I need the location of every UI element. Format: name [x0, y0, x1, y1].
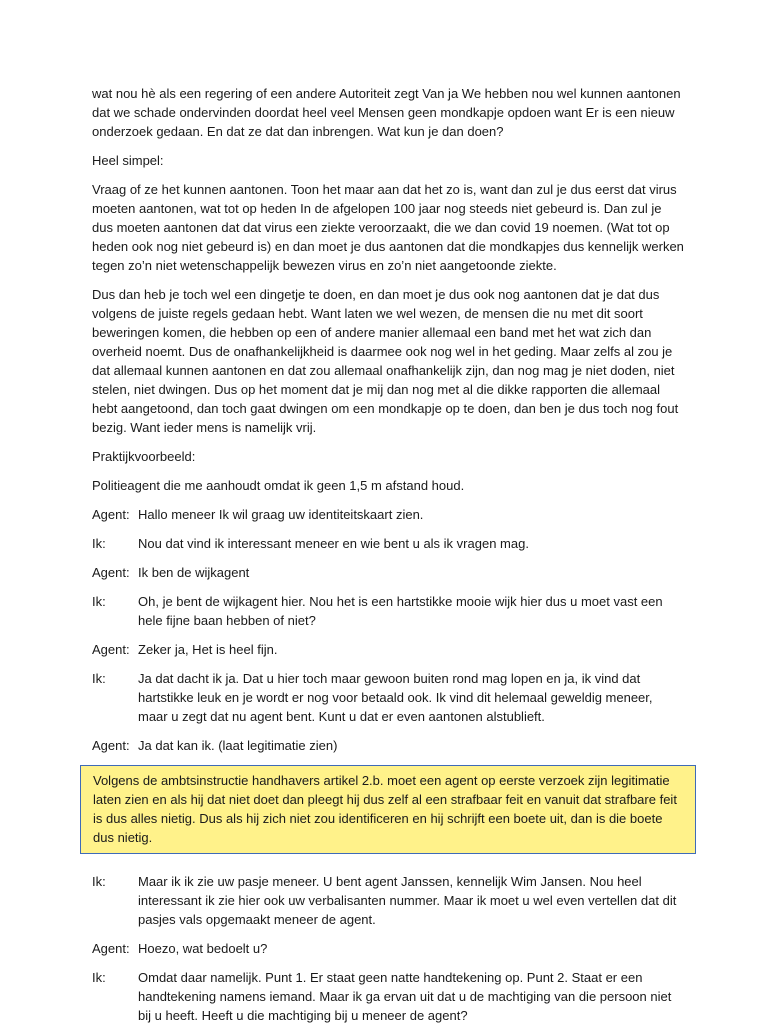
dialog-line: [92, 669, 684, 726]
dialog-part-2: [92, 872, 684, 1025]
heading-simple: Heel simpel:: [92, 153, 164, 168]
paragraph-proof: Vraag of ze het kunnen aantonen. Toon het maar aan dat het zo is, want dan zul je dus eerst dat virus moeten aantonen, wat tot op heden In de afgelopen 100 jaar nog steeds niet gebeurd is. Dan zul je dus moeten aantonen dat dat virus een ziekte veroorzaakt, die we dan covid 19 noemen. (Wat tot op heden ook nog niet gebeurd is) en dan moet je dus aantonen dat die mondkapjes dus kennelijk werken tegen zo’n niet wetenschappelijk bewezen virus en zo’n niet aangetoonde ziekte.: [92, 182, 684, 273]
dialog-speaker: Agent:: [92, 941, 130, 956]
dialog-line: [92, 534, 684, 553]
dialog-text: Ja dat kan ik. (laat legitimatie zien): [138, 738, 338, 753]
dialog-line: [92, 592, 684, 630]
paragraph-freedom: Dus dan heb je toch wel een dingetje te doen, en dan moet je dus ook nog aantonen dat je dat dus volgens de juiste regels gedaan hebt. Want laten we wel wezen, de mensen die nu met dit soort beweringen komen, die hebben op een of andere manier allemaal een band met het wat zich dan overheid noemt. Dus de onafhankelijkheid is daarmee ook nog wel in het geding. Maar zelfs al zou je dat allemaal kunnen aantonen en dat zou allemaal onafhankelijk zijn, dan nog mag je niet doden, niet stelen, niet dwingen. Dus op het moment dat je mij dan nog met al die dikke rapporten die allemaal hebt aangetoond, dan toch gaat dwingen om een mondkapje op te doen, dan ben je dus toch nog fout bezig. Want ieder mens is namelijk vrij.: [92, 287, 679, 435]
dialog-text: Oh, je bent de wijkagent hier. Nou het is een hartstikke mooie wijk hier dus u moet vast een hele fijne baan hebben of niet?: [138, 594, 663, 628]
dialog-line: [92, 736, 684, 755]
dialog-text: Omdat daar namelijk. Punt 1. Er staat geen natte handtekening op. Punt 2. Staat er een handtekening namens iemand. Maar ik ga ervan uit dat u de machtiging van die persoon niet bij u heeft. Heeft u die machtiging bij u meneer de agent?: [138, 970, 672, 1023]
callout-text: Volgens de ambtsinstructie handhavers artikel 2.b. moet een agent op eerste verzoek zijn legitimatie laten zien en als hij dat niet doet dan pleegt hij dus zelf al een strafbaar feit en vanuit dat strafbare feit is dus alles nietig. Dus als hij zich niet zou identificeren en hij schrijft een boete uit, dan is die boete dus nietig.: [93, 773, 677, 845]
dialog-speaker: Ik:: [92, 671, 106, 686]
dialog-line: [92, 505, 684, 524]
dialog-speaker: Agent:: [92, 565, 130, 580]
heading-example: Praktijkvoorbeeld:: [92, 449, 196, 464]
dialog-text: Ik ben de wijkagent: [138, 565, 250, 580]
dialog-text: Ja dat dacht ik ja. Dat u hier toch maar gewoon buiten rond mag lopen en ja, ik vind dat hartstikke leuk en je wordt er nog voor betaald ook. Ik vind dit helemaal geweldig meneer, maar u zegt dat nu agent bent. Kunt u dat er even aantonen alstublieft.: [138, 671, 653, 724]
document-page: [92, 84, 684, 1035]
dialog-line: [92, 968, 684, 1025]
dialog-speaker: Ik:: [92, 874, 106, 889]
dialog-line: [92, 872, 684, 929]
dialog-line: [92, 939, 684, 958]
dialog-speaker: Agent:: [92, 642, 130, 657]
dialog-text: Zeker ja, Het is heel fijn.: [138, 642, 278, 657]
legal-note-callout: [80, 765, 696, 854]
dialog-part-1: [92, 505, 684, 755]
dialog-text: Nou dat vind ik interessant meneer en wie bent u als ik vragen mag.: [138, 536, 529, 551]
dialog-speaker: Ik:: [92, 594, 106, 609]
intro-paragraph: wat nou hè als een regering of een andere Autoriteit zegt Van ja We hebben nou wel kunnen aantonen dat we schade ondervinden doordat heel veel Mensen geen mondkapje opdoen want Er is een nieuw onderzoek gedaan. En dat ze dat dan inbrengen. Wat kun je dan doen?: [92, 86, 681, 139]
dialog-text: Hoezo, wat bedoelt u?: [138, 941, 268, 956]
dialog-text: Hallo meneer Ik wil graag uw identiteitskaart zien.: [138, 507, 424, 522]
scenario-line: Politieagent die me aanhoudt omdat ik geen 1,5 m afstand houd.: [92, 478, 465, 493]
dialog-speaker: Agent:: [92, 738, 130, 753]
dialog-line: [92, 563, 684, 582]
dialog-text: Maar ik ik zie uw pasje meneer. U bent agent Janssen, kennelijk Wim Jansen. Nou heel interessant ik zie hier ook uw verbalisanten nummer. Maar ik moet u wel even vertellen dat dit pasjes vals opgemaakt meneer de agent.: [138, 874, 677, 927]
dialog-speaker: Ik:: [92, 970, 106, 985]
dialog-line: [92, 640, 684, 659]
dialog-speaker: Agent:: [92, 507, 130, 522]
dialog-speaker: Ik:: [92, 536, 106, 551]
